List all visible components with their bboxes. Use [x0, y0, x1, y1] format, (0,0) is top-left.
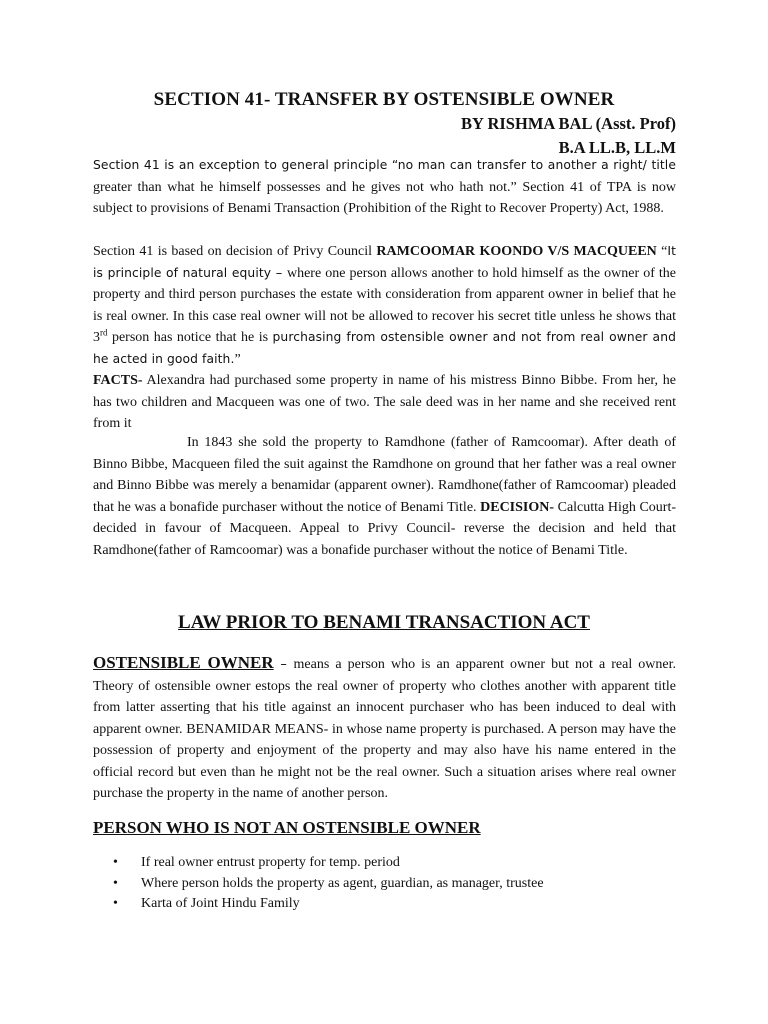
bullet-icon: •	[113, 855, 118, 870]
document-title: SECTION 41- TRANSFER BY OSTENSIBLE OWNER	[153, 89, 615, 110]
section-heading-not-ostensible: PERSON WHO IS NOT AN OSTENSIBLE OWNER	[93, 818, 481, 837]
author-line: BY RISHMA BAL (Asst. Prof)	[461, 114, 676, 133]
case-name: RAMCOOMAR KOONDO V/S MACQUEEN	[376, 244, 657, 259]
quote-dash: –	[271, 265, 287, 281]
quote-text-2: person has notice that he is	[107, 330, 273, 345]
sale-text-1: In 1843 she sold the property to Ramdhone (father of Ramcoomar). After death of Binno Bibbe, Macqueen filed the suit against the Ramdhone on ground that her father was a real owner and Binno Bibbe was merely a benamidar (apparent owner). Ramdhone(father of Ramcoomar) pleaded that he was a bonafide purchaser without the notice of Benami Title.	[93, 435, 676, 515]
case-lead-text: Section 41 is based on decision of Privy Council	[93, 244, 377, 259]
intro-sans-text: Section 41 is an exception to general principle “no man can transfer to another a right/ title	[93, 158, 676, 172]
decision-label: DECISION-	[480, 499, 555, 515]
decision-text: Calcutta High Court- decided in favour of Macqueen. Appeal to Privy Council- reverse the decision and held that Ramdhone(father of Ramcoomar) was a bonafide purchaser without the notice of Benami Title.	[93, 499, 676, 558]
not-ostensible-list	[113, 853, 544, 915]
bullet-icon: •	[113, 896, 118, 911]
ostensible-owner-term: OSTENSIBLE OWNER	[93, 653, 274, 672]
list-item-text: Karta of Joint Hindu Family	[141, 896, 300, 911]
list-item	[113, 894, 544, 915]
quote-text-1: where one person allows another to hold himself as the owner of the property and third person purchases the estate with consideration from apparent owner in belief that he is real owner. In this case real owner will not be allowed to recover his secret title unless he shows that 3	[93, 265, 677, 345]
intro-rest-text: greater than what he himself possesses and he gives not who hath not.” Section 41 of TPA is now subject to provisions of Benami Transaction (Prohibition of the Right to Recover Property) Act, 1988.	[93, 179, 676, 216]
quote-close: ”	[234, 351, 241, 367]
section-heading-law-prior: LAW PRIOR TO BENAMI TRANSACTION ACT	[178, 612, 590, 633]
facts-label: FACTS-	[93, 373, 143, 388]
quote-open: “	[656, 244, 668, 259]
ostensible-owner-paragraph	[93, 652, 676, 805]
bullet-icon: •	[113, 875, 118, 891]
quote-sans-text: It is principle of natural equity	[93, 244, 676, 280]
list-item-text: If real owner entrust property for temp. period	[141, 855, 400, 870]
term-dash: –	[273, 657, 294, 672]
quote-sans-text-2: purchasing from ostensible owner and not from real owner and he acted in good faith.	[93, 330, 676, 366]
ordinal-superscript: rd	[100, 327, 108, 338]
ostensible-owner-definition: means a person who is an apparent owner but not a real owner. Theory of ostensible owner estops the real owner of property who clothes another with apparent title from latter asserting that his title against an innocent purchaser who has been induced to deal with apparent owner. BENAMIDAR MEANS- in whose name property is purchased. A person may have the possession of property and enjoyment of the property and may also have his name entered in the official record but even than he might not be the real owner. Such a situation arises where real owner purchase the property in the name of another person.	[93, 657, 676, 801]
list-item	[113, 853, 544, 874]
case-paragraph	[93, 241, 676, 435]
degree-line: B.A LL.B, LL.M	[558, 138, 676, 157]
intro-paragraph	[93, 155, 676, 220]
list-item-text: Where person holds the property as agent, guardian, as manager, trustee	[141, 875, 544, 891]
sale-paragraph	[93, 432, 676, 561]
list-item	[113, 874, 544, 895]
facts-text: Alexandra had purchased some property in name of his mistress Binno Bibbe. From her, he has two children and Macqueen was one of two. The sale deed was in her name and she received rent from it	[93, 373, 676, 431]
